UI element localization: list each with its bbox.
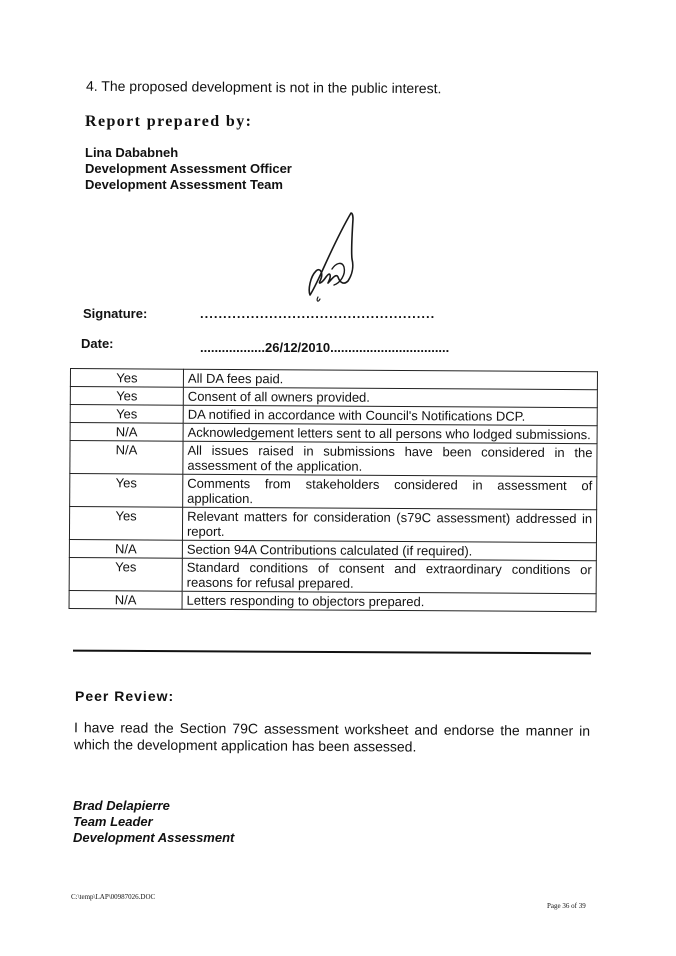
date-label: Date:	[81, 336, 114, 351]
handwritten-signature	[296, 205, 366, 305]
reviewer-unit: Development Assessment	[73, 830, 235, 845]
checklist-status: N/A	[69, 590, 182, 609]
checklist-item: Comments from stakeholders considered in assessment of application.	[183, 474, 597, 510]
peer-review-heading: Peer Review:	[75, 688, 175, 704]
preparer-name: Lina Dababneh	[85, 145, 179, 160]
peer-review-text: I have read the Section 79C assessment worksheet and endorse the manner in which the development application has been assessed.	[73, 719, 591, 755]
table-row	[69, 557, 596, 593]
preparer-team: Development Assessment Team	[85, 177, 283, 192]
preparer-block	[85, 145, 292, 193]
checklist-item: Letters responding to objectors prepared.	[182, 591, 596, 612]
footer-page-number: Page 36 of 39	[547, 902, 586, 910]
checklist-status: N/A	[70, 441, 183, 475]
table-row	[69, 590, 596, 611]
checklist-status: Yes	[70, 405, 183, 424]
checklist-status: N/A	[70, 423, 183, 442]
signature-label: Signature:	[83, 306, 148, 321]
report-prepared-heading: Report prepared by:	[85, 113, 253, 130]
checklist-item: Relevant matters for consideration (s79C assessment) addressed in report.	[182, 507, 596, 543]
table-row	[70, 474, 597, 510]
checklist-status: Yes	[69, 507, 182, 541]
checklist-status: Yes	[70, 474, 183, 508]
checklist-status: Yes	[70, 387, 183, 406]
reviewer-title: Team Leader	[73, 814, 153, 829]
reviewer-name: Brad Delapierre	[73, 798, 170, 813]
checklist-status: Yes	[69, 557, 182, 591]
date-value: ..................26/12/2010.................................	[200, 340, 450, 355]
table-row	[70, 441, 597, 477]
checklist-item: All DA fees paid.	[183, 369, 597, 390]
checklist-item: Acknowledgement letters sent to all persons who lodged submissions.	[183, 423, 597, 444]
signature-line: ...................................................	[200, 306, 436, 321]
checklist-item: Section 94A Contributions calculated (if required).	[182, 540, 596, 561]
checklist-item: Standard conditions of consent and extraordinary conditions or reasons for refusal prepared.	[182, 558, 596, 594]
checklist-item: All issues raised in submissions have been considered in the assessment of the application.	[183, 441, 597, 477]
checklist-item: DA notified in accordance with Council's Notifications DCP.	[183, 405, 597, 426]
table-row	[69, 507, 596, 543]
checklist-status: N/A	[69, 539, 182, 558]
item-4-text: 4. The proposed development is not in the public interest.	[85, 77, 442, 97]
reviewer-block	[73, 798, 234, 846]
section-divider	[73, 650, 591, 655]
checklist-item: Consent of all owners provided.	[183, 387, 597, 408]
preparer-title: Development Assessment Officer	[85, 161, 292, 176]
footer-file-path: C:\temp\LAP\00987026.DOC	[71, 893, 156, 901]
checklist-table	[69, 368, 598, 612]
checklist-status: Yes	[70, 369, 183, 388]
